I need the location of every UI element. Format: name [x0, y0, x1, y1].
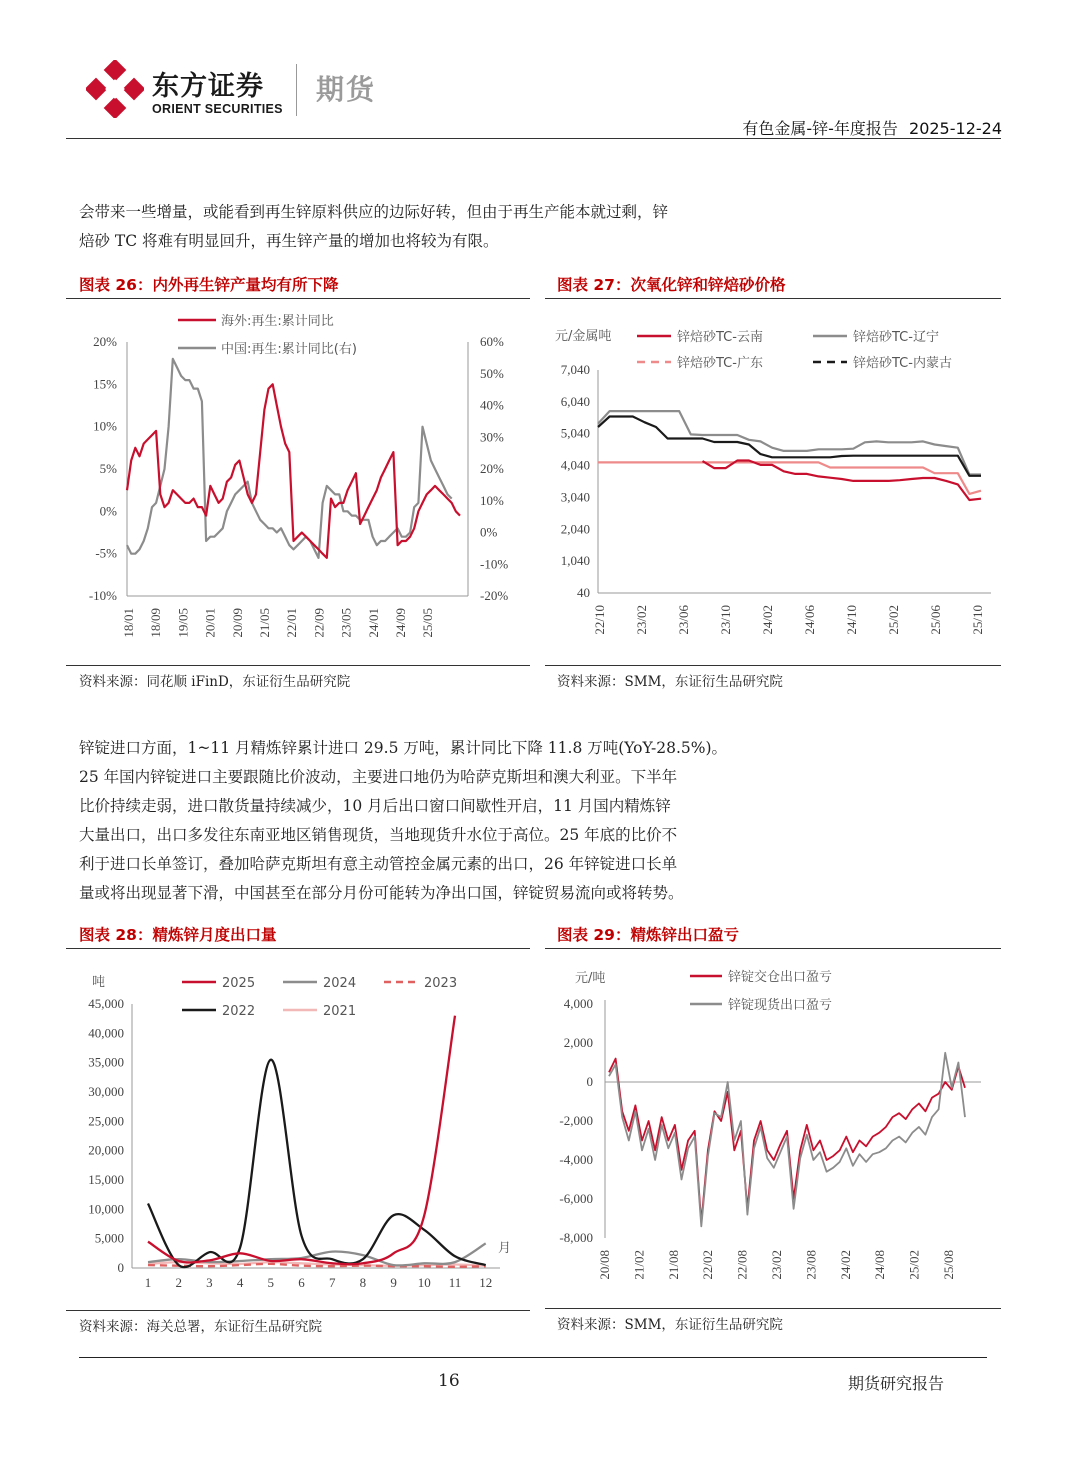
logo-divider [296, 64, 297, 116]
fig28-y-tick: 45,000 [88, 996, 124, 1011]
fig28-title: 图表 28：精炼锌月度出口量 [79, 926, 277, 944]
fig28-legend-label: 2023 [424, 976, 458, 991]
fig28-x-tick: 10 [417, 1275, 431, 1290]
fig29-y-tick: 4,000 [563, 996, 593, 1011]
logo-sub: 期货 [316, 73, 377, 106]
fig26-y-left-tick: 10% [93, 418, 117, 434]
fig26-y-left-tick: 20% [93, 334, 117, 349]
fig27-y-tick: 5,040 [560, 425, 590, 441]
fig27-x-tick: 25/06 [928, 605, 943, 635]
footer-rule [79, 1357, 987, 1358]
fig26-x-tick: 25/05 [420, 608, 436, 638]
fig26-x-tick: 22/01 [284, 608, 300, 638]
fig26-title: 图表 26：内外再生锌产量均有所下降 [79, 276, 339, 294]
fig27-legend-label: 锌焙砂TC-广东 [677, 356, 763, 371]
page-number: 16 [438, 1371, 460, 1391]
fig28-y-tick: 15,000 [88, 1172, 124, 1187]
fig28-y-tick: 10,000 [88, 1201, 124, 1217]
fig26-x-tick: 19/05 [175, 608, 191, 638]
fig28-x-tick: 11 [448, 1275, 462, 1290]
fig29-y-tick: -2,000 [559, 1113, 593, 1128]
fig29-x-tick: 23/02 [769, 1250, 784, 1280]
fig26-x-tick: 22/09 [311, 608, 327, 638]
logo-name-en: ORIENT SECURITIES [152, 102, 283, 116]
fig28-x-tick: 12 [479, 1275, 493, 1290]
fig28-x-tick: 3 [206, 1275, 213, 1290]
fig29-top-rule [545, 948, 1001, 949]
report-date: 2025-12-24 [909, 119, 1002, 138]
fig26-y-left-tick: 5% [99, 461, 117, 476]
fig26-x-tick: 20/01 [202, 608, 218, 638]
fig26-y-right-tick: -10% [480, 556, 509, 572]
fig26-x-tick: 21/05 [257, 608, 272, 638]
text-line: 焙砂 TC 将难有明显回升，再生锌产量的增加也将较为有限。 [79, 232, 499, 250]
fig29-x-tick: 21/08 [665, 1250, 681, 1280]
fig27-x-tick: 22/10 [592, 605, 607, 635]
fig29-y-tick: 0 [586, 1074, 593, 1089]
report-title-line [742, 116, 1002, 139]
fig27-y-tick: 1,040 [560, 553, 590, 569]
fig27-x-tick: 23/06 [676, 605, 691, 635]
fig27-y-tick: 6,040 [560, 393, 590, 409]
fig26-source: 资料来源：同花顺 iFinD，东证衍生品研究院 [79, 674, 351, 690]
fig29-y-tick: -6,000 [559, 1191, 593, 1206]
fig27-y-tick: 3,040 [560, 489, 590, 505]
fig28-bottom-rule [66, 1310, 530, 1311]
fig28-legend-label: 2022 [222, 1004, 256, 1019]
fig28-y-tick: 20,000 [88, 1142, 124, 1158]
fig26-y-left-tick: 0% [99, 503, 117, 519]
fig26-y-right-tick: 10% [480, 492, 504, 508]
fig27-x-tick: 24/06 [802, 605, 817, 635]
fig27-source: 资料来源：SMM，东证衍生品研究院 [557, 674, 783, 690]
fig26-bottom-rule [66, 665, 530, 666]
fig28-x-tick: 2 [175, 1275, 182, 1290]
fig28-top-rule [66, 948, 530, 949]
fig26-x-tick: 23/05 [338, 608, 354, 638]
fig29-x-tick: 20/08 [597, 1250, 612, 1280]
fig28-y-tick: 5,000 [94, 1230, 124, 1246]
fig26-y-right-tick: 0% [480, 524, 498, 540]
fig29-legend-label: 锌锭交仓出口盈亏 [728, 970, 833, 985]
fig29-y-label: 元/吨 [575, 971, 606, 986]
fig28-y-label: 吨 [92, 975, 106, 990]
fig29-x-tick: 25/02 [906, 1250, 922, 1280]
fig29-x-tick: 22/08 [734, 1250, 750, 1280]
header-rule [66, 138, 1001, 139]
fig26-x-tick: 20/09 [229, 608, 245, 638]
orient-logo-icon [86, 60, 144, 118]
fig26-x-tick: 24/01 [365, 608, 381, 638]
fig27-title: 图表 27：次氧化锌和锌焙砂价格 [557, 276, 786, 294]
logo-name-cn: 东方证券 [152, 71, 264, 102]
fig27-y-tick: 4,040 [560, 457, 590, 473]
fig26-y-right-tick: 40% [480, 397, 504, 413]
fig29-bottom-rule [545, 1308, 1001, 1309]
fig29-title: 图表 29：精炼锌出口盈亏 [557, 926, 739, 944]
fig27-x-tick: 23/10 [718, 605, 733, 635]
fig29-x-tick: 22/02 [700, 1250, 716, 1280]
fig26-y-left-tick: -5% [95, 545, 117, 561]
fig29-y-tick: -4,000 [559, 1152, 593, 1167]
fig28-x-tick: 6 [298, 1275, 305, 1290]
fig27-x-tick: 25/02 [886, 605, 901, 635]
fig27-series-line [598, 411, 981, 474]
fig27-x-tick: 25/10 [970, 605, 985, 635]
fig27-x-tick: 24/02 [760, 605, 775, 635]
fig26-y-left-tick: 15% [93, 376, 117, 392]
paragraph-1 [79, 198, 799, 256]
fig29-series-line [609, 1053, 965, 1227]
paragraph-2 [79, 734, 799, 908]
fig28-series-line [148, 1016, 455, 1265]
fig26-chart [66, 300, 530, 660]
fig29-x-tick: 24/08 [872, 1250, 888, 1280]
header [0, 0, 1080, 140]
fig28-x-tick: 7 [328, 1275, 336, 1290]
footer-label: 期货研究报告 [848, 1374, 945, 1393]
fig29-x-tick: 23/08 [803, 1250, 819, 1280]
text-line: 25 年国内锌锭进口主要跟随比价波动，主要进口地仍为哈萨克斯坦和澳大利亚。下半年 [79, 768, 678, 786]
fig28-x-tick: 9 [390, 1275, 397, 1290]
fig28-chart [66, 950, 530, 1308]
fig26-y-right-tick: 20% [480, 461, 504, 476]
fig26-legend-label: 海外:再生:累计同比 [221, 314, 334, 329]
fig28-x-tick: 4 [236, 1275, 244, 1290]
fig26-x-tick: 18/01 [121, 608, 136, 638]
fig28-y-tick: 35,000 [88, 1054, 124, 1070]
text-line: 锌锭进口方面，1~11 月精炼锌累计进口 29.5 万吨，累计同比下降 11.8 万吨(YoY-28.5%)。 [79, 739, 728, 757]
fig28-source: 资料来源：海关总署，东证衍生品研究院 [79, 1319, 322, 1335]
fig27-legend-label: 锌焙砂TC-辽宁 [853, 330, 939, 345]
fig26-x-tick: 24/09 [393, 608, 408, 638]
fig27-bottom-rule [545, 665, 1001, 666]
fig26-y-right-tick: 50% [480, 365, 504, 381]
fig27-x-tick: 23/02 [634, 605, 649, 635]
text-line: 量或将出现显著下滑，中国甚至在部分月份可能转为净出口国，锌锭贸易流向或将转势。 [79, 884, 684, 902]
fig28-y-tick: 40,000 [88, 1025, 124, 1041]
fig28-x-tick: 1 [144, 1275, 152, 1290]
fig29-source: 资料来源：SMM，东证衍生品研究院 [557, 1317, 783, 1333]
fig29-x-tick: 24/02 [837, 1250, 853, 1280]
text-line: 会带来一些增量，或能看到再生锌原料供应的边际好转，但由于再生产能本就过剩，锌 [79, 203, 669, 221]
fig27-chart [545, 300, 1001, 660]
text-line: 大量出口，出口多发往东南亚地区销售现货，当地现货升水位于高位。25 年底的比价不 [79, 826, 678, 844]
report-title: 有色金属-锌-年度报告 [742, 119, 898, 138]
fig27-y-tick: 2,040 [560, 521, 590, 537]
fig29-y-tick: -8,000 [559, 1230, 593, 1245]
fig27-y-label: 元/金属吨 [555, 329, 612, 344]
fig27-top-rule [545, 298, 1001, 299]
fig29-x-tick: 21/02 [631, 1250, 647, 1280]
fig27-legend-label: 锌焙砂TC-云南 [677, 330, 763, 345]
text-line: 利于进口长单签订，叠加哈萨克斯坦有意主动管控金属元素的出口，26 年锌锭进口长单 [79, 855, 678, 873]
fig27-y-tick: 7,040 [560, 362, 590, 377]
text-line: 比价持续走弱，进口散货量持续减少，10 月后出口窗口间歇性开启，11 月国内精炼锌 [79, 797, 671, 815]
fig28-y-tick: 0 [117, 1260, 124, 1275]
fig26-legend-label: 中国:再生:累计同比(右) [221, 342, 357, 357]
fig28-y-tick: 25,000 [88, 1113, 124, 1129]
fig28-legend-label: 2021 [323, 1004, 357, 1019]
fig26-x-tick: 18/09 [148, 608, 164, 638]
fig28-x-tick: 8 [359, 1275, 367, 1290]
fig26-top-rule [66, 298, 530, 299]
fig29-legend-label: 锌锭现货出口盈亏 [728, 998, 833, 1013]
fig27-x-tick: 24/10 [844, 605, 859, 635]
fig26-y-right-tick: 30% [480, 429, 504, 445]
fig28-y-tick: 30,000 [88, 1084, 124, 1099]
fig29-chart [545, 950, 1001, 1305]
fig28-legend-label: 2025 [222, 976, 256, 991]
fig29-x-tick: 25/08 [941, 1250, 956, 1280]
fig28-x-tick: 5 [267, 1275, 275, 1290]
fig27-y-tick: 40 [577, 585, 590, 600]
fig26-y-right-tick: -20% [480, 588, 509, 603]
fig28-x-label: 月 [498, 1241, 512, 1256]
fig26-y-left-tick: -10% [88, 588, 117, 603]
fig29-y-tick: 2,000 [563, 1035, 593, 1050]
fig27-legend-label: 锌焙砂TC-内蒙古 [853, 356, 952, 371]
fig28-legend-label: 2024 [323, 976, 357, 991]
fig26-y-right-tick: 60% [480, 334, 504, 349]
